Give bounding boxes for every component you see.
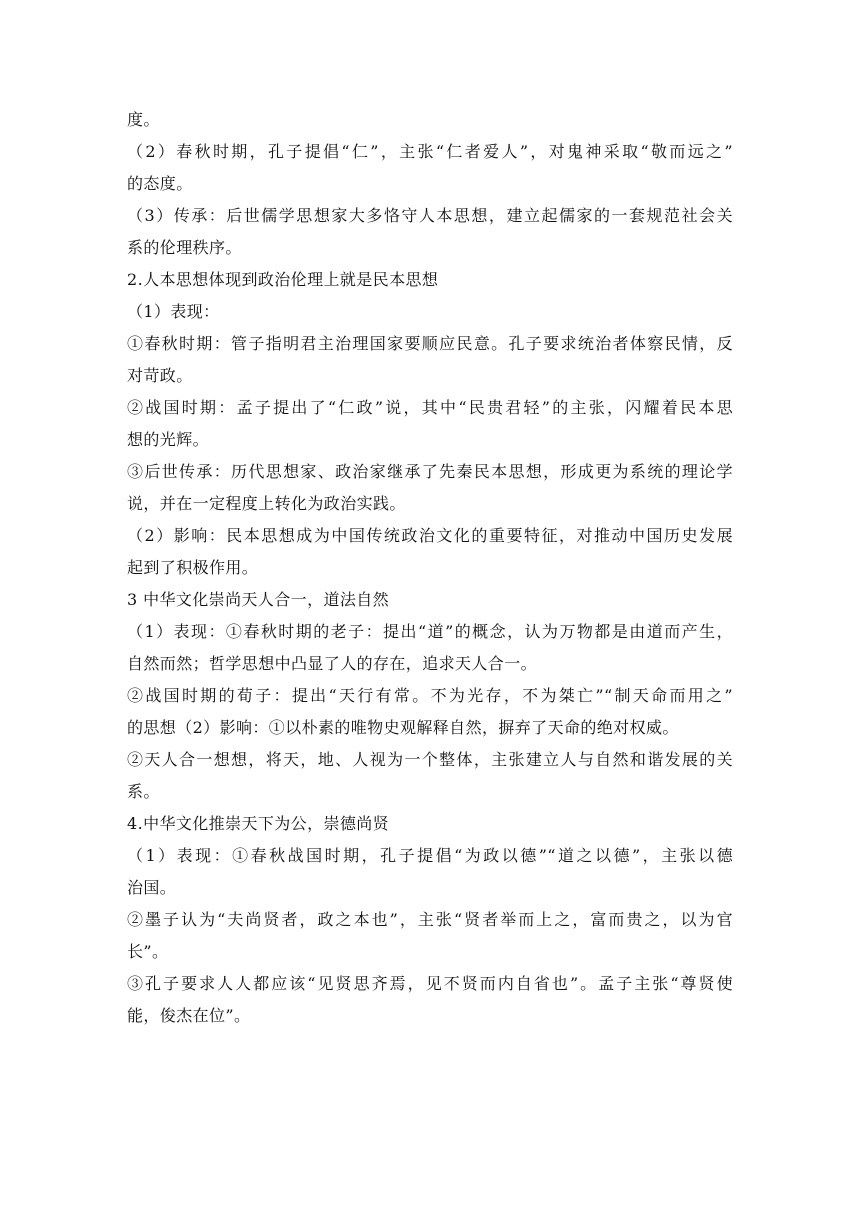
text-line: （3）传承：后世儒学思想家大多恪守人本思想，建立起儒家的一套规范社会关 [127,206,733,225]
text-line: 系的伦理秩序。 [127,238,242,257]
section-heading: 4.中华文化推崇天下为公，崇德尚贤 [127,814,390,833]
text-line: ①春秋时期：管子指明君主治理国家要顺应民意。孔子要求统治者体察民情，反 [127,334,733,353]
section-heading: 2.人本思想体现到政治伦理上就是民本思想 [127,270,439,289]
text-line: 对苛政。 [127,366,193,385]
text-line: （2）影响：民本思想成为中国传统政治文化的重要特征，对推动中国历史发展 [127,526,733,545]
text-line: 的态度。 [127,174,193,193]
text-line: （1）表现：①春秋时期的老子：提出“道”的概念，认为万物都是由道而产生， [127,622,733,641]
document-body [127,104,733,1032]
text-line: ②天人合一想想，将天，地、人视为一个整体，主张建立人与自然和谐发展的关 [127,750,733,769]
text-line: 说，并在一定程度上转化为政治实践。 [127,494,406,513]
text-line: 自然而然；哲学思想中凸显了人的存在，追求天人合一。 [127,654,538,673]
text-line: 的思想（2）影响：①以朴素的唯物史观解释自然，摒弃了天命的绝对权威。 [127,718,679,737]
text-line: ②墨子认为“夫尚贤者，政之本也”，主张“贤者举而上之，富而贵之，以为官 [127,910,733,929]
text-line: 能，俊杰在位”。 [127,1006,251,1025]
text-line: 想的光辉。 [127,430,210,449]
text-line: ②战国时期的荀子：提出“天行有常。不为光存，不为桀亡”“制天命而用之” [127,686,733,705]
text-line: 长”。 [127,942,169,961]
text-line: 治国。 [127,878,177,897]
text-line: （1）表现：①春秋战国时期，孔子提倡“为政以德”“道之以德”，主张以德 [127,846,733,865]
text-line: 度。 [127,110,160,129]
text-line: 系。 [127,782,160,801]
text-line: ③孔子要求人人都应该“见贤思齐焉，见不贤而内自省也”。孟子主张“尊贤使 [127,974,733,993]
text-line: ③后世传承：历代思想家、政治家继承了先秦民本思想，形成更为系统的理论学 [127,462,733,481]
section-heading: 3 中华文化崇尚天人合一，道法自然 [127,590,390,609]
text-line: （1）表现： [127,302,220,321]
text-line: 起到了积极作用。 [127,558,259,577]
text-line: ②战国时期：孟子提出了“仁政”说，其中“民贵君轻”的主张，闪耀着民本思 [127,398,733,417]
text-line: （2）春秋时期，孔子提倡“仁”，主张“仁者爱人”，对鬼神采取“敬而远之” [127,142,733,161]
